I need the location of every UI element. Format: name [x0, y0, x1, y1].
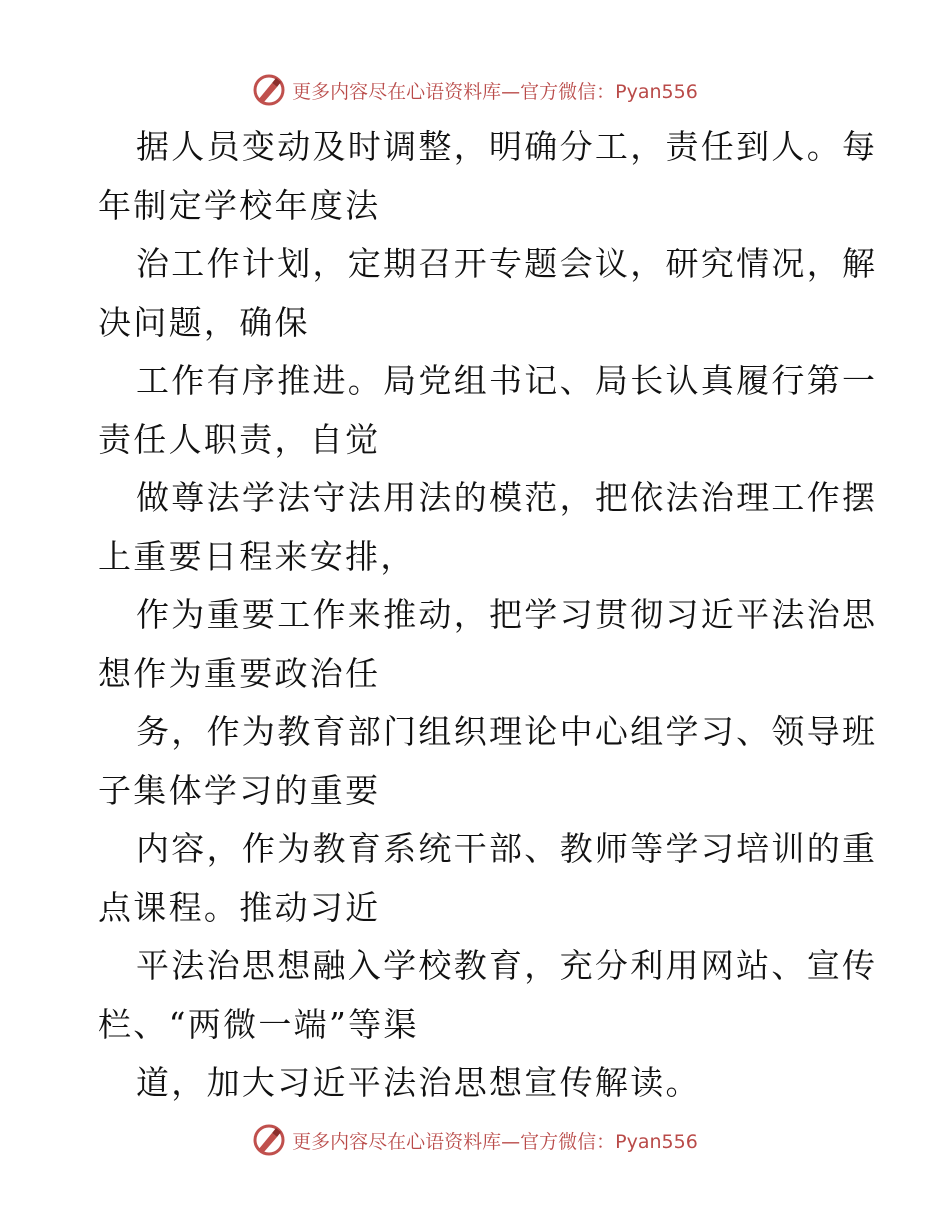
text-line: 栏、“两微一端”等渠: [98, 1004, 419, 1044]
text-line: 治工作计划，定期召开专题会议，研究情况，解: [136, 244, 878, 283]
paragraph: [98, 235, 878, 352]
text-line: 务，作为教育部门组织理论中心组学习、领导班: [136, 712, 878, 751]
pen-logo-icon: [252, 73, 286, 107]
watermark-sub-text: —官方微信：Pyan556: [501, 1130, 698, 1153]
footer-watermark: [0, 1122, 950, 1158]
paragraph: [98, 469, 878, 586]
paragraph: [98, 820, 878, 937]
paragraph: [98, 586, 878, 703]
text-line: 点课程。推动习近: [98, 887, 381, 927]
text-line: 上重要日程来安排，: [98, 536, 416, 576]
text-line: 子集体学习的重要: [98, 770, 381, 810]
text-line: 道，加大习近平法治思想宣传解读。: [136, 1063, 701, 1102]
paragraph: [98, 118, 878, 235]
watermark-main-text: 更多内容尽在心语资料库: [292, 80, 502, 103]
paragraph: [98, 937, 878, 1054]
paragraph: [98, 352, 878, 469]
text-line: 决问题，确保: [98, 302, 310, 342]
text-line: 年制定学校年度法: [98, 185, 381, 225]
paragraph: [98, 703, 878, 820]
pen-logo-icon: [252, 1123, 286, 1157]
watermark-text: [292, 77, 698, 104]
text-line: 工作有序推进。局党组书记、局长认真履行第一: [136, 361, 878, 400]
watermark-text: [292, 1127, 698, 1154]
text-line: 据人员变动及时调整，明确分工，责任到人。每: [136, 127, 878, 166]
watermark-sub-text: —官方微信：Pyan556: [501, 80, 698, 103]
text-line: 平法治思想融入学校教育，充分利用网站、宣传: [136, 946, 878, 985]
text-line: 内容，作为教育系统干部、教师等学习培训的重: [136, 829, 878, 868]
text-line: 做尊法学法守法用法的模范，把依法治理工作摆: [136, 478, 878, 517]
text-line: 想作为重要政治任: [98, 653, 381, 693]
paragraph: [98, 1054, 858, 1113]
watermark-main-text: 更多内容尽在心语资料库: [292, 1130, 502, 1153]
header-watermark: [0, 72, 950, 108]
text-line: 责任人职责，自觉: [98, 419, 381, 459]
text-line: 作为重要工作来推动，把学习贯彻习近平法治思: [136, 595, 878, 634]
document-body: [98, 118, 878, 1113]
